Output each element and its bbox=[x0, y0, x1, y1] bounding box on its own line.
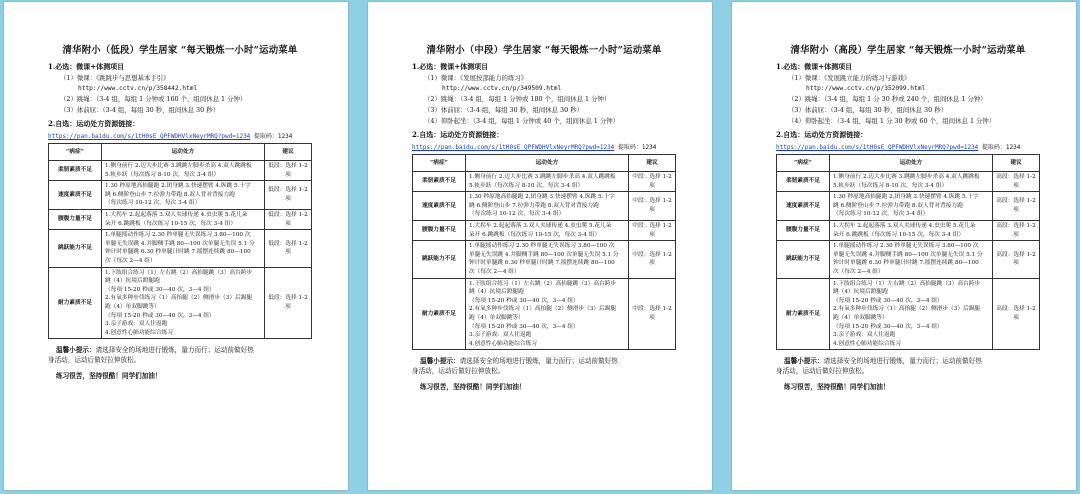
table-row bbox=[777, 172, 1040, 192]
symptom-cell: 耐力素质不足 bbox=[413, 278, 466, 350]
suggestion-cell: 低段：选择 1-2 项 bbox=[265, 161, 312, 181]
suggestion-cell: 中段：选择 1-2 项 bbox=[629, 241, 676, 278]
suggestion-cell: 高段：选择 1-2 项 bbox=[993, 278, 1040, 350]
prescription-line: 次（每次 2—4 组） bbox=[833, 268, 884, 275]
prescription-line: 跳 6.侧阶登山步 7.拉弹力带跑 8.双人背对背接力跑 bbox=[833, 202, 963, 209]
resource-link-row bbox=[48, 131, 312, 140]
table-row bbox=[49, 230, 312, 267]
cheer-text: 练习很苦，坚持很酷！同学们加油！ bbox=[56, 372, 162, 381]
prescription-line: 1.30 秒原地高抬腿跑 2.团身跳 3.快速摆臂 4.纵跳 5.十字 bbox=[833, 194, 979, 201]
suggestion-cell: 低段：选择 1-2 项 bbox=[265, 267, 312, 339]
video-url[interactable]: http://www.cctv.cn/p/352099.html bbox=[806, 85, 926, 92]
prescription-line: 1.单腿摇动作练习 2.30 秒单腿无失误练习 3.80—100 次 bbox=[469, 243, 615, 250]
table-row bbox=[49, 267, 312, 339]
prescription-line: （每次练习 10-12 次，每次 3-4 组） bbox=[469, 211, 565, 218]
prescription-line: 跑（4）单双脚跳等） bbox=[833, 314, 888, 321]
suggestion-cell: 中段：选择 1-2 项 bbox=[629, 172, 676, 192]
cheer-text: 练习很苦，坚持很酷！同学们加油！ bbox=[420, 383, 526, 392]
symptom-cell: 速度素质不足 bbox=[49, 181, 102, 210]
prescription-line: 3.亲子游戏：双人往返跑 bbox=[105, 321, 168, 328]
exercise-table bbox=[412, 154, 676, 350]
resource-link[interactable]: https://pan.baidu.com/s/1tH0sE_QPFWDHVlxNeyrMRQ?pwd=1234 bbox=[412, 144, 615, 151]
table-row bbox=[777, 220, 1040, 240]
reminder-text: 请选择安全的场地进行锻炼，量力而行；运动前做好热 bbox=[459, 357, 618, 366]
video-url[interactable]: http://www.cctv.cn/p/358442.html bbox=[78, 85, 198, 92]
table-header: “病症” bbox=[49, 144, 102, 161]
prescription-line: 钟计时单腿跳 6.30 秒单腿计时跳 7.摇摆连续跳 80—100 bbox=[105, 249, 251, 256]
resource-link-row bbox=[412, 142, 676, 151]
table-row bbox=[49, 181, 312, 210]
prescription-line: 次（每次 2—4 组） bbox=[469, 268, 520, 275]
table-header: 建议 bbox=[629, 155, 676, 172]
table-row bbox=[413, 278, 676, 350]
cheer-text: 练习很苦，坚持很酷！同学们加油！ bbox=[784, 383, 890, 392]
prescription-line: 4.创意性心肺功能综合练习 bbox=[469, 340, 537, 347]
prescription-cell bbox=[466, 220, 629, 240]
prescription-line: （每项 15-20 秒或 30—40 次，3—4 组） bbox=[105, 312, 215, 319]
table-row bbox=[413, 192, 676, 221]
prescription-line: 5.轨步跃（每次练习 8-10 次，每次 3-4 组） bbox=[833, 182, 948, 189]
required-item: （1）微课：《发展跳立能力的练习与游戏》 bbox=[788, 74, 911, 82]
prescription-line: 1.30 秒原地高抬腿跑 2.团身跳 3.快速摆臂 4.纵跳 5.十字 bbox=[469, 194, 615, 201]
prescription-cell bbox=[466, 278, 629, 350]
prescription-line: 跳（4）抗境后蹬腿跑 bbox=[469, 289, 524, 296]
prescription-line: 3.亲子游戏：双人往返跑 bbox=[833, 332, 896, 339]
required-item: （2）跳绳：（3-4 组，每组 1 分钟或 160 个，组间休息 1 分钟） bbox=[60, 95, 247, 103]
suggestion-cell: 中段：选择 1-2 项 bbox=[629, 220, 676, 240]
table-header: 建议 bbox=[265, 144, 312, 161]
prescription-cell bbox=[102, 230, 265, 267]
prescription-cell bbox=[102, 161, 265, 181]
table-row bbox=[49, 209, 312, 229]
symptom-cell: 腰腹力量不足 bbox=[777, 220, 830, 240]
table-row bbox=[413, 241, 676, 278]
resource-link[interactable]: https://pan.baidu.com/s/1tH0sE_QPFWDHVlxNeyrMRQ?pwd=1234 bbox=[48, 133, 251, 140]
reminder-text: 请选择安全的场地进行锻炼，量力而行；运动前做好热 bbox=[95, 346, 254, 355]
suggestion-cell: 高段：选择 1-2 项 bbox=[993, 241, 1040, 278]
required-item: （4）仰卧起坐：（3-4 组，每组 1 分钟或 40 个，组间休息 1 分钟） bbox=[424, 117, 620, 125]
suggestion-cell: 低段：选择 1-2 项 bbox=[265, 181, 312, 210]
required-heading: 1.必选：微课+体测项目 bbox=[48, 62, 125, 71]
prescription-cell bbox=[102, 267, 265, 339]
prescription-line: 跳 6.侧阶登山步 7.拉弹力带跑 8.双人背对背接力跑 bbox=[469, 202, 599, 209]
prescription-line: （每次练习 10-12 次，每次 3-4 组） bbox=[833, 211, 929, 218]
reminder-text: 请选择安全的场地进行锻炼，量力而行；运动前做好热 bbox=[823, 357, 982, 366]
suggestion-cell: 高段：选择 1-2 项 bbox=[993, 220, 1040, 240]
table-row bbox=[777, 241, 1040, 278]
symptom-cell: 腰腹力量不足 bbox=[49, 209, 102, 229]
prescription-line: 1.侧身前行 2.迈大步比赛 3.跳跳左脚步杀高 4.双人跳跳板 bbox=[105, 163, 252, 169]
reminder-text-2: 身活动，运动后做好拉伸放松。 bbox=[48, 356, 141, 365]
required-heading: 1.必选：微课+体测项目 bbox=[412, 62, 489, 71]
suggestion-cell: 低段：选择 1-2 项 bbox=[265, 209, 312, 229]
prescription-line: 4.创意性心肺功能综合练习 bbox=[105, 329, 173, 336]
suggestion-cell: 高段：选择 1-2 项 bbox=[993, 172, 1040, 192]
prescription-line: 2.有氧多种步伐练习（1）高抬腿（2）侧滑步（3）后踢腿 bbox=[105, 295, 253, 302]
symptom-cell: 柔韧素质不足 bbox=[777, 172, 830, 192]
reminder-text-2: 身活动，运动后做好拉伸放松。 bbox=[776, 367, 869, 376]
page-title: 清华附小（高段）学生居家 “每天锻炼一小时”运动菜单 bbox=[790, 45, 1026, 56]
prescription-line: 2.有氧多种步伐练习（1）高抬腿（2）侧滑步（3）后踢腿 bbox=[833, 306, 981, 313]
prescription-cell bbox=[830, 278, 993, 350]
prescription-line: 1.侧身前行 2.迈大步比赛 3.跳跳左脚步杀高 4.双人跳跳板 bbox=[469, 174, 616, 180]
suggestion-cell: 低段：选择 1-2 项 bbox=[265, 230, 312, 267]
prescription-line: 钟计时单腿跳 6.30 秒单腿计时跳 7.摇摆连续跳 80—100 bbox=[833, 260, 979, 267]
prescription-line: 1.30 秒原地高抬腿跑 2.团身跳 3.快速摆臂 4.纵跳 5.十字 bbox=[105, 183, 251, 190]
prescription-line: 跑（4）单双脚跳等） bbox=[469, 314, 524, 321]
table-header: “病症” bbox=[413, 155, 466, 172]
reminder-label: 温馨小提示： bbox=[784, 357, 824, 366]
prescription-cell bbox=[102, 209, 265, 229]
table-header: 运动处方 bbox=[102, 144, 265, 161]
reminder-label: 温馨小提示： bbox=[420, 357, 460, 366]
video-url[interactable]: http://www.cctv.cn/p/349509.html bbox=[442, 85, 562, 92]
prescription-line: 1.下肢组合练习（1）左右跳（2）高抬腿跳（3）高台跨步 bbox=[833, 280, 981, 287]
prescription-line: 跳 6.侧阶登山步 7.拉弹力带跑 8.双人背对背接力跑 bbox=[105, 191, 235, 198]
symptom-cell: 跳跃能力不足 bbox=[777, 241, 830, 278]
symptom-cell: 腰腹力量不足 bbox=[413, 220, 466, 240]
prescription-line: 1.单腿摇动作练习 2.30 秒单腿无失误练习 3.80—100 次 bbox=[833, 243, 979, 250]
symptom-cell: 耐力素质不足 bbox=[777, 278, 830, 350]
extraction-code: 提取码：1234 bbox=[617, 144, 657, 151]
prescription-cell bbox=[830, 241, 993, 278]
prescription-line: （每项 15-20 秒或 30—40 次，3—4 组） bbox=[833, 323, 943, 330]
prescription-line: 跳（4）抗境后蹬腿跑 bbox=[105, 278, 160, 285]
resource-link-row bbox=[776, 142, 1040, 151]
suggestion-cell: 中段：选择 1-2 项 bbox=[629, 192, 676, 221]
prescription-line: （每项 15-20 秒或 30—40 次，3—4 组） bbox=[105, 286, 215, 293]
prescription-line: 单腿无失误跳 4.并脚侧手跳 80—100 次单腿无失误 5.1 分 bbox=[469, 251, 619, 258]
document-page bbox=[4, 2, 348, 490]
prescription-line: 2.有氧多种步伐练习（1）高抬腿（2）侧滑步（3）后踢腿 bbox=[469, 306, 617, 313]
symptom-cell: 跳跃能力不足 bbox=[49, 230, 102, 267]
required-item: （3）体前屈：（3-4 组，每组 30 秒，组间休息 30 秒） bbox=[60, 106, 219, 114]
document-page bbox=[732, 2, 1076, 490]
table-row bbox=[777, 278, 1040, 350]
optional-heading: 2.自选：运动处方资源链接： bbox=[48, 119, 140, 128]
prescription-line: （每项 15-20 秒或 30—40 次，3—4 组） bbox=[833, 297, 943, 304]
prescription-line: 1.大拐车 2.起起落落 3.双人夹球传递 4.虫虫爬 5.花儿朵 bbox=[105, 211, 248, 218]
suggestion-cell: 中段：选择 1-2 项 bbox=[629, 278, 676, 350]
prescription-line: （每项 15-20 秒或 30—40 次，3—4 组） bbox=[469, 323, 579, 330]
prescription-cell bbox=[466, 192, 629, 221]
prescription-line: （每次练习 10-12 次，每次 3-4 组） bbox=[105, 200, 201, 207]
prescription-line: 1.下肢组合练习（1）左右跳（2）高抬腿跳（3）高台跨步 bbox=[105, 269, 253, 276]
prescription-cell bbox=[830, 172, 993, 192]
prescription-line: 1.大拐车 2.起起落落 3.双人夹球传递 4.虫虫爬 5.花儿朵 bbox=[833, 222, 976, 229]
symptom-cell: 耐力素质不足 bbox=[49, 267, 102, 339]
page-title: 清华附小（中段）学生居家 “每天锻炼一小时”运动菜单 bbox=[426, 45, 662, 56]
exercise-table bbox=[776, 154, 1040, 350]
prescription-line: （每项 15-20 秒或 30—40 次，3—4 组） bbox=[469, 297, 579, 304]
prescription-line: 5.轨步跃（每次练习 8-10 次，每次 3-4 组） bbox=[105, 171, 220, 178]
prescription-line: 单腿无失误跳 4.并脚侧手跳 80—100 次单腿无失误 5.1 分 bbox=[833, 251, 983, 258]
required-item: （3）体前屈：（3-4 组，每组 30 秒，组间休息 30 秒） bbox=[788, 106, 947, 114]
prescription-line: 朵开 6.跳跳板（每次练习 10-15 次，每次 3-4 组） bbox=[469, 231, 601, 238]
prescription-line: 朵开 6.跳跳板（每次练习 10-15 次，每次 3-4 组） bbox=[833, 231, 965, 238]
prescription-cell bbox=[102, 181, 265, 210]
table-row bbox=[413, 172, 676, 192]
document-page bbox=[368, 2, 712, 490]
table-row bbox=[777, 192, 1040, 221]
prescription-line: 1.单腿摇动作练习 2.30 秒单腿无失误练习 3.80—100 次 bbox=[105, 232, 251, 239]
reminder-text-2: 身活动，运动后做好拉伸放松。 bbox=[412, 367, 505, 376]
extraction-code: 提取码：1234 bbox=[981, 144, 1021, 151]
exercise-table bbox=[48, 143, 312, 339]
prescription-cell bbox=[830, 220, 993, 240]
prescription-line: 3.亲子游戏：双人往返跑 bbox=[469, 332, 532, 339]
optional-heading: 2.自选：运动处方资源链接： bbox=[412, 130, 504, 139]
resource-link[interactable]: https://pan.baidu.com/s/1tH0sE_QPFWDHVlxNeyrMRQ?pwd=1234 bbox=[776, 144, 979, 151]
table-header: “病症” bbox=[777, 155, 830, 172]
prescription-line: 跑（4）单双脚跳等） bbox=[105, 303, 160, 310]
prescription-line: 1.侧身前行 2.迈大步比赛 3.跳跳左脚步杀高 4.双人跳跳板 bbox=[833, 174, 980, 180]
reminder-label: 温馨小提示： bbox=[56, 346, 96, 355]
prescription-line: 次（每次 2—4 组） bbox=[105, 257, 156, 264]
symptom-cell: 柔韧素质不足 bbox=[49, 161, 102, 181]
reminder bbox=[56, 345, 312, 355]
required-item: （1）微课：《跳跳步与思想基本手引》 bbox=[60, 74, 170, 82]
reminder bbox=[784, 356, 1040, 366]
symptom-cell: 柔韧素质不足 bbox=[413, 172, 466, 192]
required-item: （3）体前屈：（3-4 组，每组 30 秒，组间休息 30 秒） bbox=[424, 106, 583, 114]
table-row bbox=[413, 220, 676, 240]
required-item: （1）微课：《发展按部能力的练习》 bbox=[424, 74, 528, 82]
table-header: 建议 bbox=[993, 155, 1040, 172]
required-heading: 1.必选：微课+体测项目 bbox=[776, 62, 853, 71]
prescription-line: 1.大拐车 2.起起落落 3.双人夹球传递 4.虫虫爬 5.花儿朵 bbox=[469, 222, 612, 229]
symptom-cell: 速度素质不足 bbox=[413, 192, 466, 221]
prescription-cell bbox=[466, 241, 629, 278]
prescription-line: 跳（4）抗境后蹬腿跑 bbox=[833, 289, 888, 296]
optional-heading: 2.自选：运动处方资源链接： bbox=[776, 130, 868, 139]
prescription-line: 朵开 6.跳跳板（每次练习 10-15 次，每次 3-4 组） bbox=[105, 220, 237, 227]
reminder bbox=[420, 356, 676, 366]
table-header: 运动处方 bbox=[466, 155, 629, 172]
prescription-line: 4.创意性心肺功能综合练习 bbox=[833, 340, 901, 347]
symptom-cell: 速度素质不足 bbox=[777, 192, 830, 221]
page-title: 清华附小（低段）学生居家 “每天锻炼一小时”运动菜单 bbox=[62, 45, 298, 56]
prescription-line: 单腿无失误跳 4.并脚侧手跳 80—100 次单腿无失误 5.1 分 bbox=[105, 240, 255, 247]
required-item: （2）跳绳：（3-4 组，每组 1 分钟或 180 个，组间休息 1 分钟） bbox=[424, 95, 611, 103]
prescription-line: 1.下肢组合练习（1）左右跳（2）高抬腿跳（3）高台跨步 bbox=[469, 280, 617, 287]
required-item: （2）跳绳：（3-4 组，每组 1 分 30 秒或 240 个，组间休息 1 分钟） bbox=[788, 95, 987, 103]
symptom-cell: 跳跃能力不足 bbox=[413, 241, 466, 278]
suggestion-cell: 高段：选择 1-2 项 bbox=[993, 192, 1040, 221]
prescription-cell bbox=[830, 192, 993, 221]
prescription-line: 钟计时单腿跳 6.30 秒单腿计时跳 7.摇摆连续跳 80—100 bbox=[469, 260, 615, 267]
table-row bbox=[49, 161, 312, 181]
prescription-cell bbox=[466, 172, 629, 192]
prescription-line: 5.轨步跃（每次练习 8-10 次，每次 3-4 组） bbox=[469, 182, 584, 189]
extraction-code: 提取码：1234 bbox=[253, 133, 293, 140]
required-item: （4）仰卧起坐：（3-4 组，每组 1 分 30 秒或 60 个，组间休息 1 分钟） bbox=[788, 117, 996, 125]
table-header: 运动处方 bbox=[830, 155, 993, 172]
